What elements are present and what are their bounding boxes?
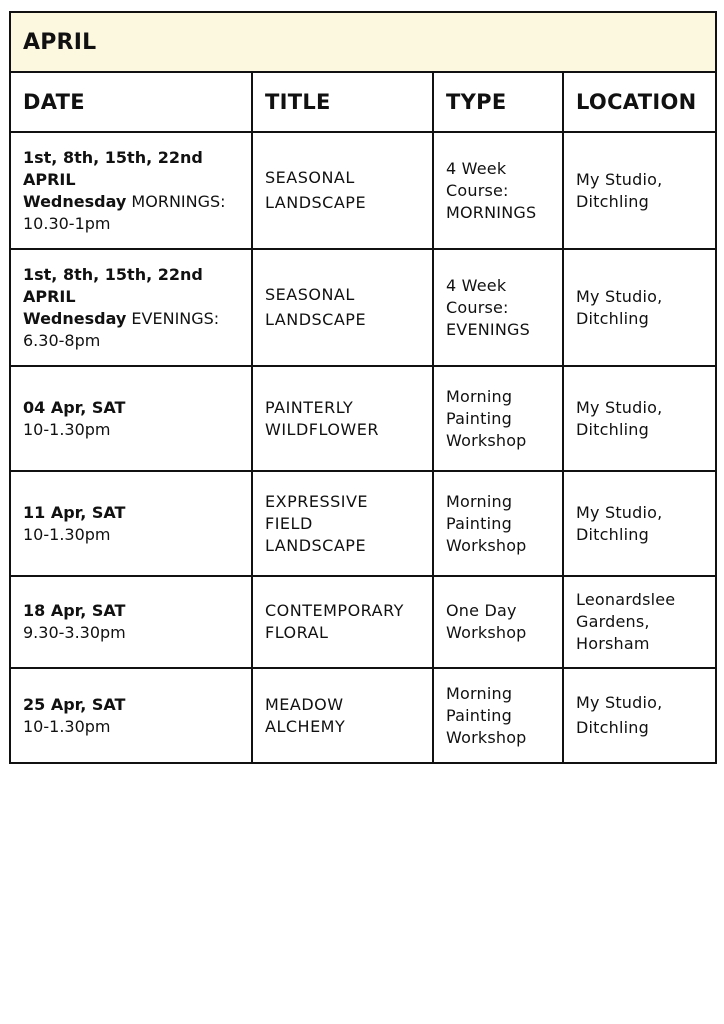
location-cell — [563, 668, 716, 763]
location-line: Ditchling — [576, 718, 649, 737]
table-row — [10, 249, 716, 366]
type-line: Workshop — [446, 430, 527, 450]
date-time: 6.30-8pm — [23, 330, 101, 350]
title-line: PAINTERLY — [265, 397, 354, 417]
location-cell — [563, 249, 716, 366]
title-cell — [252, 576, 433, 668]
date-time: 10-1.30pm — [23, 419, 111, 439]
location-line: Ditchling — [576, 308, 649, 328]
title-line: MEADOW — [265, 694, 344, 714]
title-cell — [252, 132, 433, 249]
date-time: 10-1.30pm — [23, 524, 111, 544]
date-cell — [10, 471, 252, 576]
date-time: 10-1.30pm — [23, 716, 111, 736]
type-cell — [433, 471, 563, 576]
title-cell — [252, 668, 433, 763]
type-cell — [433, 366, 563, 471]
location-cell — [563, 366, 716, 471]
type-line: Morning — [446, 683, 513, 703]
type-cell — [433, 668, 563, 763]
date-text: 18 Apr, SAT — [23, 601, 126, 620]
column-header-type: TYPE — [433, 72, 563, 132]
month-title: APRIL — [10, 12, 716, 72]
location-line: My Studio, — [576, 397, 663, 417]
type-line: Workshop — [446, 535, 527, 555]
type-line: 4 Week — [446, 158, 507, 178]
type-line: Workshop — [446, 623, 527, 642]
type-line: Painting — [446, 705, 512, 725]
table-row — [10, 132, 716, 249]
column-header-date: DATE — [10, 72, 252, 132]
location-cell — [563, 132, 716, 249]
date-text: 04 Apr, SAT — [23, 397, 126, 417]
date-time: 9.30-3.30pm — [23, 623, 126, 642]
title-cell — [252, 366, 433, 471]
location-cell — [563, 576, 716, 668]
date-weekday: Wednesday — [23, 308, 127, 328]
title-line: WILDFLOWER — [265, 419, 379, 439]
location-line: My Studio, — [576, 502, 663, 522]
title-line: FIELD — [265, 513, 313, 533]
location-line: My Studio, — [576, 286, 663, 306]
title-cell — [252, 471, 433, 576]
type-cell — [433, 576, 563, 668]
type-line: Painting — [446, 408, 512, 428]
date-cell — [10, 249, 252, 366]
type-line: EVENINGS — [446, 319, 530, 339]
type-line: MORNINGS — [446, 202, 537, 222]
date-session: MORNINGS: — [126, 191, 226, 211]
table-row — [10, 576, 716, 668]
table-row — [10, 366, 716, 471]
date-session: EVENINGS: — [126, 308, 220, 328]
table-row — [10, 668, 716, 763]
type-line: Workshop — [446, 727, 527, 747]
date-weekday: Wednesday — [23, 191, 127, 211]
date-text: 25 Apr, SAT — [23, 694, 126, 714]
location-cell — [563, 471, 716, 576]
type-line: Course: — [446, 297, 509, 317]
title-line: LANDSCAPE — [265, 535, 367, 555]
title-line: LANDSCAPE — [265, 193, 367, 212]
title-line: FLORAL — [265, 623, 329, 642]
location-line: Ditchling — [576, 524, 649, 544]
date-month: APRIL — [23, 169, 76, 189]
column-header-title: TITLE — [252, 72, 433, 132]
type-line: Morning — [446, 386, 513, 406]
column-header-location: LOCATION — [563, 72, 716, 132]
type-line: 4 Week — [446, 275, 507, 295]
location-line: My Studio, — [576, 169, 663, 189]
date-text: 11 Apr, SAT — [23, 502, 126, 522]
location-line: Ditchling — [576, 419, 649, 439]
table-row — [10, 471, 716, 576]
title-line: EXPRESSIVE — [265, 491, 369, 511]
month-header-row — [10, 12, 716, 72]
date-cell — [10, 576, 252, 668]
title-line: SEASONAL — [265, 168, 355, 187]
date-text: 1st, 8th, 15th, 22nd — [23, 264, 203, 284]
type-line: Painting — [446, 513, 512, 533]
date-cell — [10, 132, 252, 249]
date-month: APRIL — [23, 286, 76, 306]
location-line: Leonardslee — [576, 590, 676, 609]
title-line: ALCHEMY — [265, 716, 346, 736]
date-cell — [10, 366, 252, 471]
type-line: Morning — [446, 491, 513, 511]
date-text: 1st, 8th, 15th, 22nd — [23, 147, 203, 167]
type-line: One Day — [446, 601, 517, 620]
schedule-table — [9, 11, 717, 764]
title-line: LANDSCAPE — [265, 310, 367, 329]
title-line: CONTEMPORARY — [265, 601, 404, 620]
location-line: Ditchling — [576, 191, 649, 211]
type-cell — [433, 132, 563, 249]
location-line: Horsham — [576, 634, 650, 653]
location-line: My Studio, — [576, 693, 663, 712]
date-cell — [10, 668, 252, 763]
date-time: 10.30-1pm — [23, 213, 111, 233]
column-header-row — [10, 72, 716, 132]
location-line: Gardens, — [576, 612, 650, 631]
title-cell — [252, 249, 433, 366]
type-cell — [433, 249, 563, 366]
type-line: Course: — [446, 180, 509, 200]
title-line: SEASONAL — [265, 285, 355, 304]
